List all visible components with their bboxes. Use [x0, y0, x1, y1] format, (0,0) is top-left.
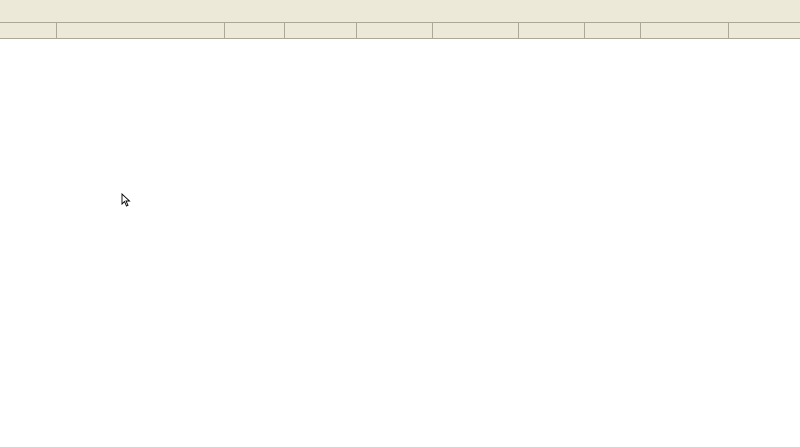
col-header-precio-compra[interactable] — [518, 23, 584, 38]
col-header-referencia[interactable] — [224, 23, 284, 38]
col-header-precio-venta[interactable] — [584, 23, 640, 38]
articles-grid — [0, 23, 800, 447]
col-header-codigo[interactable] — [0, 23, 56, 38]
col-header-unidades-ventas[interactable] — [356, 23, 432, 38]
mouse-cursor-icon — [121, 193, 131, 207]
col-header-total-importe-compra[interactable] — [640, 23, 728, 38]
col-header-descripcion[interactable] — [56, 23, 224, 38]
header-row — [0, 23, 800, 38]
col-header-total-importe-venta[interactable] — [728, 23, 800, 38]
articles-table — [0, 23, 800, 39]
toolbar — [0, 0, 800, 23]
col-header-existencias[interactable] — [432, 23, 518, 38]
col-header-unidades-compras[interactable] — [284, 23, 356, 38]
